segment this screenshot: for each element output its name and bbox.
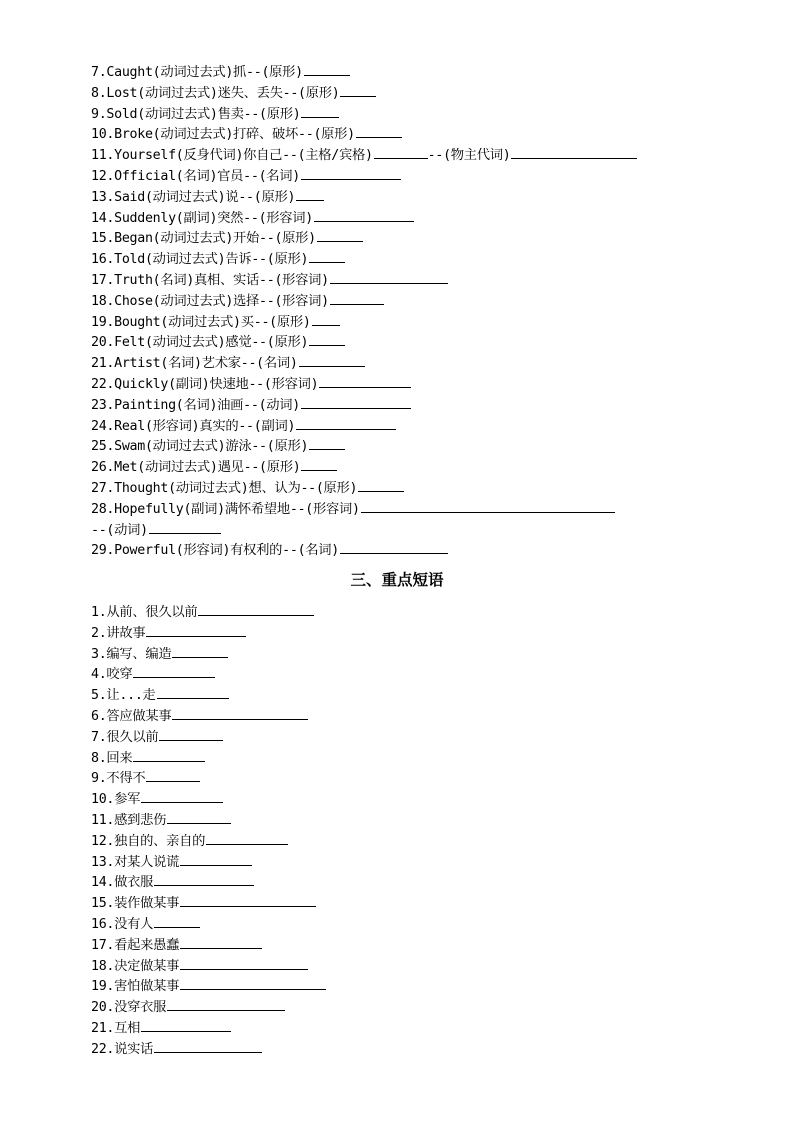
item-number: 23.: [91, 397, 115, 413]
answer-blank[interactable]: [133, 748, 205, 762]
answer-blank[interactable]: [309, 249, 345, 263]
answer-blank[interactable]: [154, 914, 200, 928]
phrase-item: [91, 748, 326, 769]
item-prompt: Said(动词过去式)说--(原形): [114, 189, 296, 205]
item-number: 15.: [91, 896, 115, 912]
item-prompt: Sold(动词过去式)售卖--(原形): [106, 106, 301, 122]
phrase-item: [91, 956, 326, 977]
word-form-item: [91, 166, 637, 187]
answer-blank[interactable]: [149, 520, 221, 534]
item-prompt: Felt(动词过去式)感觉--(原形): [114, 335, 309, 351]
item-prompt: Real(形容词)真实的--(副词): [114, 418, 296, 434]
answer-blank[interactable]: [172, 644, 228, 658]
phrase-item: [91, 810, 326, 831]
item-number: 7.: [91, 729, 107, 745]
answer-blank[interactable]: [146, 623, 246, 637]
item-prompt: Powerful(形容词)有权利的--(名词): [114, 543, 339, 559]
phrase-prompt: 回来: [106, 750, 133, 766]
word-form-item: [91, 124, 637, 145]
answer-blank[interactable]: [206, 831, 288, 845]
item-number: 9.: [91, 771, 107, 787]
answer-blank[interactable]: [157, 685, 229, 699]
phrase-item: [91, 893, 326, 914]
answer-blank[interactable]: [374, 145, 428, 159]
answer-blank[interactable]: [312, 312, 340, 326]
answer-blank[interactable]: [146, 768, 200, 782]
word-form-item: [91, 187, 637, 208]
item-prompt: Chose(动词过去式)选择--(形容词): [114, 293, 329, 309]
phrase-item: [91, 831, 326, 852]
word-form-item: [91, 436, 637, 457]
answer-blank[interactable]: [511, 145, 637, 159]
answer-blank[interactable]: [154, 1039, 262, 1053]
word-form-item: [91, 540, 637, 561]
word-form-item: [91, 62, 637, 83]
word-form-item: [91, 395, 637, 416]
item-number: 17.: [91, 937, 115, 953]
item-number: 29.: [91, 543, 115, 559]
answer-blank[interactable]: [141, 1018, 231, 1032]
item-prompt: Bought(动词过去式)买--(原形): [114, 314, 311, 330]
answer-blank[interactable]: [309, 332, 345, 346]
item-number: 15.: [91, 231, 115, 247]
item-prompt: Suddenly(副词)突然--(形容词): [114, 210, 313, 226]
phrase-item: [91, 727, 326, 748]
phrase-item: [91, 852, 326, 873]
item-prompt: Met(动词过去式)遇见--(原形): [114, 460, 301, 476]
item-prompt: Thought(动词过去式)想、认为--(原形): [114, 480, 358, 496]
phrase-item: [91, 997, 326, 1018]
item-prompt: Caught(动词过去式)抓--(原形): [106, 65, 303, 80]
phrase-prompt: 参军: [114, 792, 141, 808]
word-form-item: [91, 83, 637, 104]
answer-blank[interactable]: [133, 664, 215, 678]
answer-blank[interactable]: [180, 852, 252, 866]
item-prompt: Began(动词过去式)开始--(原形): [114, 231, 316, 247]
phrase-prompt: 互相: [114, 1020, 141, 1036]
phrase-item: [91, 872, 326, 893]
word-form-item: [91, 145, 637, 166]
item-prompt: Official(名词)官员--(名词): [114, 168, 300, 184]
word-form-item: [91, 332, 637, 353]
answer-blank[interactable]: [314, 208, 414, 222]
answer-blank[interactable]: [356, 124, 402, 138]
phrase-prompt: 独自的、亲自的: [114, 833, 206, 849]
item-number: 10.: [91, 127, 115, 143]
phrase-item: [91, 644, 326, 665]
word-forms-list: [91, 62, 637, 561]
key-phrases-list: [91, 602, 326, 1060]
answer-blank[interactable]: [304, 62, 350, 76]
item-prompt: Yourself(反身代词)你自己--(主格/宾格): [114, 148, 373, 164]
phrase-item: [91, 706, 326, 727]
item-number: 20.: [91, 335, 115, 351]
word-form-item: [91, 270, 637, 291]
item-number: 19.: [91, 979, 115, 995]
phrase-item: [91, 602, 326, 623]
word-form-item: [91, 104, 637, 125]
item-prompt: Told(动词过去式)告诉--(原形): [114, 252, 309, 268]
answer-blank[interactable]: [330, 270, 448, 284]
item-number: 10.: [91, 792, 115, 808]
phrase-item: [91, 935, 326, 956]
phrase-prompt: 从前、很久以前: [106, 605, 198, 620]
answer-blank[interactable]: [319, 374, 411, 388]
answer-blank[interactable]: [301, 395, 411, 409]
item-number: 22.: [91, 376, 115, 392]
phrase-prompt: 对某人说谎: [114, 854, 180, 870]
item-number: 3.: [91, 646, 107, 662]
item-number: 21.: [91, 356, 115, 372]
item-number: 9.: [91, 106, 107, 122]
phrase-item: [91, 914, 326, 935]
phrase-prompt: 很久以前: [106, 729, 159, 745]
item-number: 14.: [91, 210, 115, 226]
phrase-prompt: 害怕做某事: [114, 979, 180, 995]
phrase-item: [91, 1018, 326, 1039]
word-form-item: [91, 228, 637, 249]
item-number: 7.: [91, 65, 107, 80]
item-number: 5.: [91, 688, 107, 704]
item-number: 24.: [91, 418, 115, 434]
phrase-item: [91, 976, 326, 997]
item-number: 11.: [91, 148, 115, 164]
answer-blank[interactable]: [180, 893, 316, 907]
phrase-prompt: 没穿衣服: [114, 1000, 167, 1016]
item-number: 13.: [91, 189, 115, 205]
phrase-prompt: 答应做某事: [106, 708, 172, 724]
item-number: 11.: [91, 812, 115, 828]
phrase-item: [91, 768, 326, 789]
answer-blank[interactable]: [299, 353, 365, 367]
answer-blank[interactable]: [330, 291, 384, 305]
word-form-item: [91, 312, 637, 333]
item-number: 12.: [91, 168, 115, 184]
item-number: 25.: [91, 439, 115, 455]
item-prompt: Truth(名词)真相、实话--(形容词): [114, 272, 329, 288]
answer-blank[interactable]: [154, 872, 254, 886]
item-number: 20.: [91, 1000, 115, 1016]
answer-blank[interactable]: [361, 499, 615, 513]
item-number: 2.: [91, 625, 107, 641]
phrase-prompt: 让...走: [106, 688, 156, 704]
answer-blank[interactable]: [180, 935, 262, 949]
word-form-item: [91, 416, 637, 437]
item-prompt: Painting(名词)油画--(动词): [114, 397, 300, 413]
phrase-prompt: 讲故事: [106, 625, 146, 641]
item-number: 19.: [91, 314, 115, 330]
phrase-prompt: 编写、编造: [106, 646, 172, 662]
phrase-item: [91, 664, 326, 685]
item-number: 18.: [91, 293, 115, 309]
answer-blank[interactable]: [317, 228, 363, 242]
phrase-prompt: 装作做某事: [114, 896, 180, 912]
word-form-item: [91, 353, 637, 374]
phrase-item: [91, 789, 326, 810]
item-number: 16.: [91, 252, 115, 268]
answer-blank[interactable]: [296, 416, 396, 430]
item-number: 8.: [91, 85, 107, 101]
word-form-item: [91, 520, 637, 541]
phrase-prompt: 做衣服: [114, 875, 154, 891]
phrase-item: [91, 685, 326, 706]
item-number: 14.: [91, 875, 115, 891]
item-number: 26.: [91, 460, 115, 476]
answer-blank[interactable]: [358, 478, 404, 492]
answer-blank[interactable]: [167, 997, 285, 1011]
phrase-prompt: 说实话: [114, 1041, 154, 1057]
phrase-prompt: 决定做某事: [114, 958, 180, 974]
answer-blank[interactable]: [301, 104, 339, 118]
word-form-item: [91, 478, 637, 499]
item-prompt: Broke(动词过去式)打碎、破坏--(原形): [114, 127, 355, 143]
answer-blank[interactable]: [340, 83, 376, 97]
answer-blank[interactable]: [301, 457, 337, 471]
item-prompt: Quickly(副词)快速地--(形容词): [114, 376, 319, 392]
answer-blank[interactable]: [180, 956, 308, 970]
item-prompt: Artist(名词)艺术家--(名词): [114, 356, 298, 372]
phrase-item: [91, 623, 326, 644]
phrase-prompt: 咬穿: [106, 667, 133, 683]
item-number: 1.: [91, 605, 107, 620]
word-form-item: [91, 499, 637, 520]
item-number: 12.: [91, 833, 115, 849]
item-number: 17.: [91, 272, 115, 288]
phrase-prompt: 看起来愚蠢: [114, 937, 180, 953]
item-number: 16.: [91, 916, 115, 932]
answer-blank[interactable]: [301, 166, 401, 180]
answer-blank[interactable]: [309, 436, 345, 450]
item-number: 4.: [91, 667, 107, 683]
item-number: 6.: [91, 708, 107, 724]
phrase-prompt: 没有人: [114, 916, 154, 932]
item-prompt: Swam(动词过去式)游泳--(原形): [114, 439, 309, 455]
word-form-item: [91, 249, 637, 270]
item-number: 18.: [91, 958, 115, 974]
answer-blank[interactable]: [172, 706, 308, 720]
answer-blank[interactable]: [180, 976, 326, 990]
section-title: 三、重点短语: [350, 571, 444, 589]
item-number: 21.: [91, 1020, 115, 1036]
answer-blank[interactable]: [340, 540, 448, 554]
item-prompt: Hopefully(副词)满怀希望地--(形容词): [114, 501, 360, 517]
answer-blank[interactable]: [198, 602, 314, 616]
answer-blank[interactable]: [141, 789, 223, 803]
item-number: 28.: [91, 501, 115, 517]
item-number: 22.: [91, 1041, 115, 1057]
word-form-item: [91, 208, 637, 229]
word-form-item: [91, 291, 637, 312]
word-form-item: [91, 374, 637, 395]
item-prompt: Lost(动词过去式)迷失、丢失--(原形): [106, 85, 340, 101]
item-prompt: --(动词): [91, 522, 148, 538]
item-prompt-extra: --(物主代词): [427, 148, 511, 164]
word-form-item: [91, 457, 637, 478]
item-number: 27.: [91, 480, 115, 496]
item-number: 8.: [91, 750, 107, 766]
answer-blank[interactable]: [159, 727, 223, 741]
phrase-prompt: 感到悲伤: [114, 812, 167, 828]
phrase-item: [91, 1039, 326, 1060]
answer-blank[interactable]: [167, 810, 231, 824]
phrase-prompt: 不得不: [106, 771, 146, 787]
item-number: 13.: [91, 854, 115, 870]
answer-blank[interactable]: [296, 187, 324, 201]
